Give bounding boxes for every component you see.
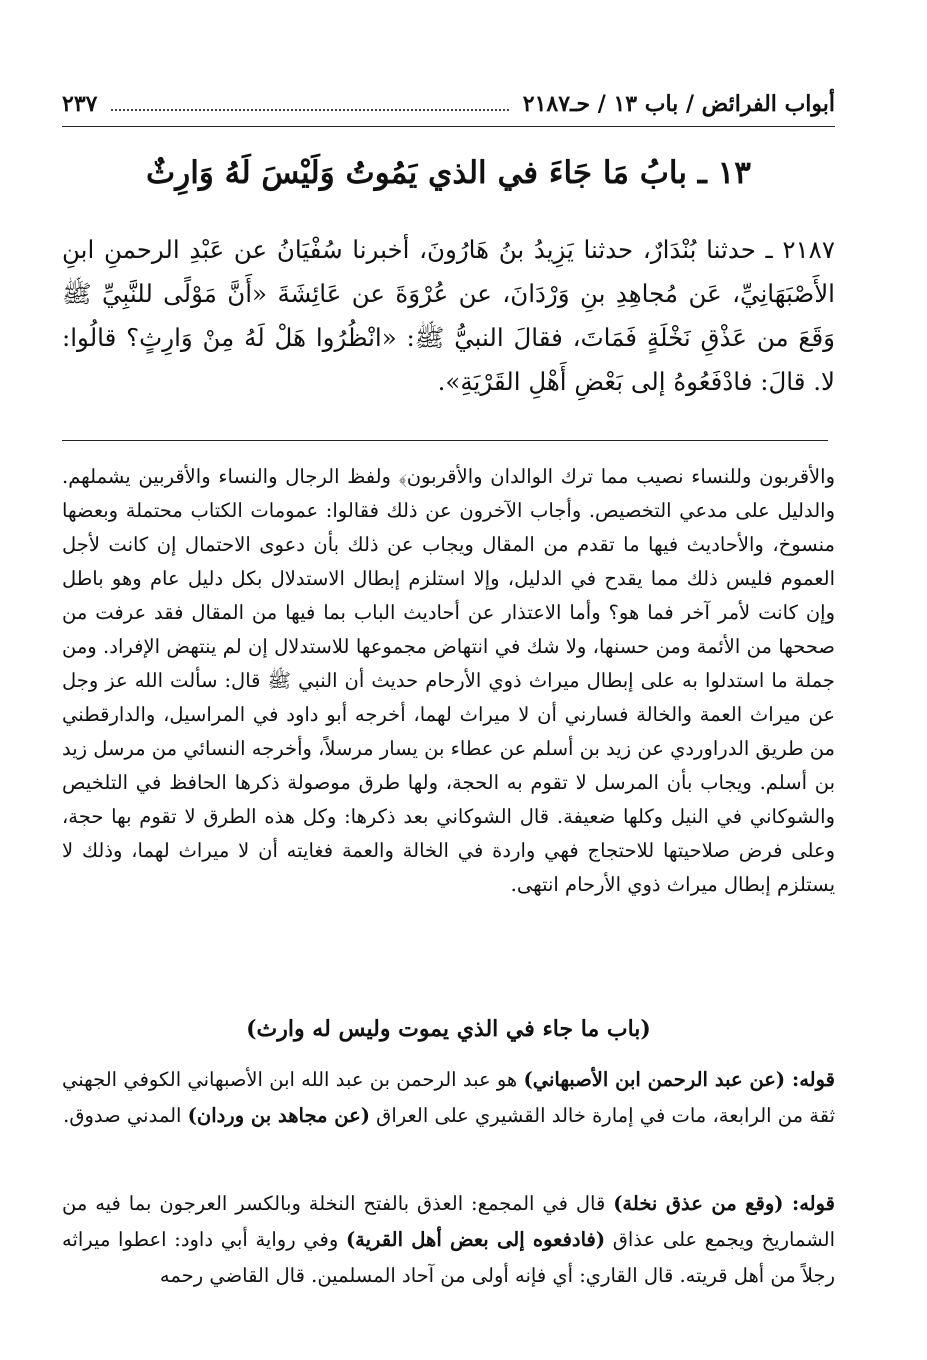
note-tail: وفي رواية أبي داود: اعطوا ميراثه رجلاً من أهل قريته. قال القاري: أي فإنه أولى من آحاد المسلمين. قال القاضي رحمه — [62, 1228, 835, 1287]
running-title: أبواب الفرائض / باب ١٣ / حـ٢١٨٧ — [522, 91, 835, 117]
note-body: قال في المجمع: العذق بالفتح النخلة وبالكسر العرجون بما فيه من الشماريخ ويجمع على عذاق — [62, 1192, 835, 1251]
note-body: هو عبد الرحمن بن عبد الله ابن الأصبهاني الكوفي الجهني ثقة من الرابعة، مات في إمارة خالد القشيري على العراق — [62, 1068, 835, 1127]
note-quote: (عن مجاهد بن وردان) — [187, 1104, 370, 1127]
note-quote: (فادفعوه إلى بعض أهل القرية) — [345, 1228, 606, 1251]
note-tail: المدني صدوق. — [63, 1104, 188, 1127]
commentary-text: والأقربون وللنساء نصيب مما ترك الوالدان والأقربون﴾ ولفظ الرجال والنساء والأقربين يشملهم. والدليل على مدعي التخصيص. وأجاب الآخرون عن ذلك فقالوا: عمومات الكتاب محتملة وبعضها منسوخ، والأحاديث فيها ما تقدم من المقال ويجاب عن ذلك بأن دعوى الاحتمال إن كانت لأجل العموم فليس ذلك مما يقدح في الدليل، وإلا استلزم إبطال الاستدلال بكل دليل عام وهو باطل وإن كانت لأمر آخر فما هو؟ وأما الاعتذار عن أحاديث الباب بما فيها من المقال فقد عرفت من صححها من الأئمة ومن حسنها، ولا شك في انتهاض مجموعها للاستدلال إن لم ينتهض الإفراد. ومن جملة ما استدلوا به على إبطال ميراث ذوي الأرحام حديث أن النبي ﷺ قال: سألت الله عز وجل عن ميراث العمة والخالة فسارني أن لا ميراث لهما، أخرجه أبو داود في المراسيل، والدارقطني من طريق الدراوردي عن زيد بن أسلم عن عطاء بن يسار مرسلاً، وأخرجه النسائي من مرسل زيد بن أسلم. ويجاب بأن المرسل لا تقوم به الحجة، ولها طرق موصولة ذكرها الحافظ في التلخيص والشوكاني في النيل وكلها ضعيفة. قال الشوكاني بعد ذكرها: وكل هذه الطرق لا تقوم بها حجة، وعلى فرض صلاحيتها للاحتجاج فهي واردة في الخالة والعمة فغايته أن لا ميراث لهما، وذلك لا يستلزم إبطال ميراث ذوي الأرحام انتهى. — [62, 465, 835, 896]
note-lead: قوله: (وقع من عذق نخلة) — [613, 1192, 835, 1215]
running-header — [62, 86, 835, 122]
commentary-subheading: (باب ما جاء في الذي يموت وليس له وارث) — [246, 1016, 651, 1042]
header-rule — [62, 126, 835, 127]
note-lead: قوله: (عن عبد الرحمن ابن الأصبهاني) — [523, 1068, 835, 1091]
page-number: ٢٣٧ — [62, 91, 98, 117]
chapter-title: ١٣ ـ بابُ مَا جَاءَ في الذي يَمُوتُ وَلَيْسَ لَهُ وَارِثٌ — [146, 155, 751, 191]
commentary-note — [62, 1062, 835, 1134]
hadith-text: ٢١٨٧ ـ حدثنا بُنْدَارٌ، حدثنا يَزِيدُ بنُ هَارُونَ، أخبرنا سُفْيَانُ عن عَبْدِ الرحمنِ ابنِ الأَصْبَهَانِيِّ، عَن مُجاهِدِ بنِ وَرْدَانَ، عن عُرْوَةَ عن عَائِشَةَ «أَنَّ مَوْلًى للنَّبِيِّ ﷺ وَقَعَ من عَذْقِ نَخْلَةٍ فَمَاتَ، فقالَ النبيُّ ﷺ: «انْظُرُوا هَلْ لَهُ مِنْ وَارِثٍ؟ قالُوا: لا. قالَ: فادْفَعُوهُ إلى بَعْضِ أَهْلِ القَرْيَةِ». — [62, 235, 835, 396]
footnote-separator — [62, 440, 828, 441]
commentary-note — [62, 1186, 835, 1294]
leader-dots — [111, 97, 508, 111]
